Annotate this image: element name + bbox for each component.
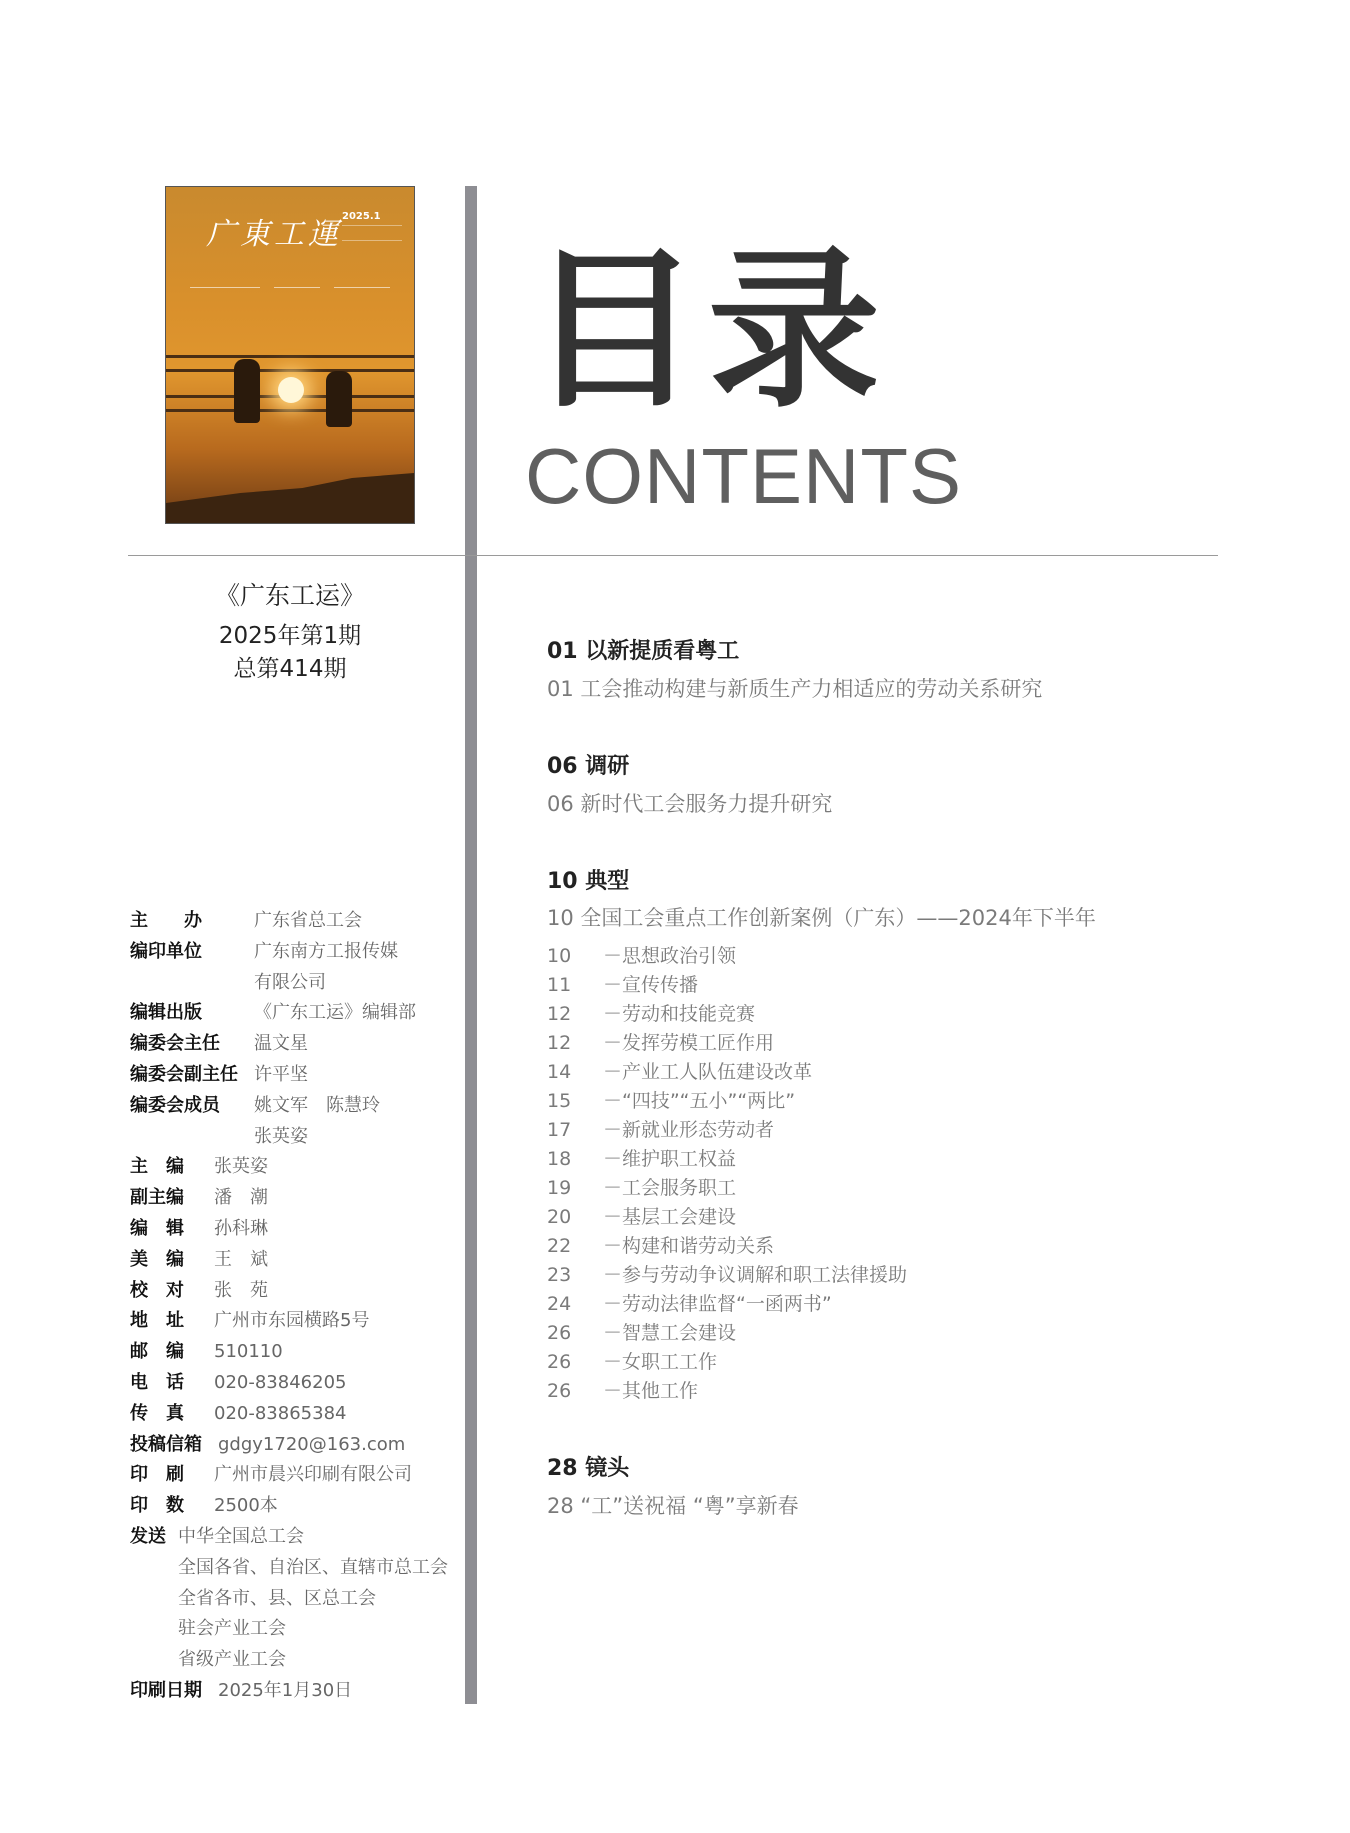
masthead-row: 投稿信箱 gdgy1720@163.com — [130, 1433, 406, 1455]
masthead-row: 主 办 广东省总工会 — [130, 910, 362, 931]
masthead-row: 张英姿 — [254, 1125, 308, 1147]
toc-sub-entry[interactable]: 26 －其他工作 — [547, 1380, 699, 1402]
magazine-name: 《广东工运》 — [214, 581, 365, 610]
toc-sub-entry[interactable]: 12 －劳动和技能竞赛 — [547, 1003, 756, 1025]
masthead-row: 编委会主任 温文星 — [130, 1033, 308, 1055]
masthead-row: 编辑出版 《广东工运》编辑部 — [130, 1002, 416, 1024]
toc-entry[interactable]: 06 新时代工会服务力提升研究 — [547, 792, 833, 816]
toc-section-heading[interactable]: 01 以新提质看粤工 — [547, 639, 740, 664]
toc-sub-entry[interactable]: 26 －女职工工作 — [547, 1351, 718, 1373]
toc-sub-entry[interactable]: 22 －构建和谐劳动关系 — [547, 1235, 775, 1257]
divider-horizontal — [128, 555, 1218, 556]
masthead-row: 电 话 020-83846205 — [130, 1371, 347, 1393]
masthead-row: 编委会成员 姚文军 陈慧玲 — [130, 1094, 380, 1116]
toc-sub-entry[interactable]: 19 －工会服务职工 — [547, 1177, 737, 1199]
divider-vertical — [465, 186, 477, 1704]
masthead-row: 印 数 2500本 — [130, 1495, 278, 1517]
masthead-row: 地 址 广州市东园横路5号 — [130, 1310, 370, 1332]
masthead-row: 邮 编 510110 — [130, 1341, 283, 1363]
toc-sub-entry[interactable]: 12 －发挥劳模工匠作用 — [547, 1032, 775, 1054]
toc-section-heading[interactable]: 06 调研 — [547, 754, 630, 779]
masthead-row: 校 对 张 苑 — [130, 1279, 268, 1301]
masthead-row: 编 辑 孙科琳 — [130, 1217, 268, 1239]
masthead-row: 印刷日期 2025年1月30日 — [130, 1679, 353, 1701]
magazine-cover — [165, 186, 415, 524]
masthead-row: 全省各市、县、区总工会 — [178, 1587, 376, 1609]
magazine-issue — [200, 620, 380, 686]
toc-section-heading[interactable]: 10 典型 — [547, 869, 630, 894]
toc-sub-entry[interactable]: 11 －宣传传播 — [547, 974, 699, 996]
toc-sub-entry[interactable]: 17 －新就业形态劳动者 — [547, 1119, 775, 1141]
toc-entry[interactable]: 10 全国工会重点工作创新案例（广东）——2024年下半年 — [547, 906, 1096, 930]
masthead-row: 发送 中华全国总工会 — [130, 1525, 304, 1547]
toc-sub-entry[interactable]: 26 －智慧工会建设 — [547, 1322, 737, 1344]
masthead-row: 美 编 王 斌 — [130, 1248, 268, 1270]
toc-sub-entry[interactable]: 23 －参与劳动争议调解和职工法律援助 — [547, 1264, 908, 1286]
page-title: 目录 — [528, 228, 888, 431]
toc-entry[interactable]: 01 工会推动构建与新质生产力相适应的劳动关系研究 — [547, 677, 1043, 701]
masthead-row: 编印单位 广东南方工报传媒 — [130, 940, 398, 962]
toc-sub-entry[interactable]: 15 －“四技”“五小”“两比” — [547, 1090, 796, 1112]
masthead — [130, 906, 448, 1707]
masthead-row: 编委会副主任 许平坚 — [130, 1063, 308, 1085]
masthead-row: 驻会产业工会 — [178, 1618, 286, 1640]
cover-worker-figure — [326, 371, 352, 427]
issue-total: 总第414期 — [233, 656, 347, 682]
page-title-en: CONTENTS — [525, 432, 962, 520]
cover-issue: 2025.1 — [342, 211, 381, 222]
masthead-row: 有限公司 — [254, 971, 326, 993]
toc-sub-entry[interactable]: 10 －思想政治引领 — [547, 945, 737, 967]
masthead-row: 传 真 020-83865384 — [130, 1402, 347, 1424]
toc-sub-entry[interactable]: 14 －产业工人队伍建设改革 — [547, 1061, 813, 1083]
toc-sub-entry[interactable]: 18 －维护职工权益 — [547, 1148, 737, 1170]
masthead-row: 省级产业工会 — [178, 1649, 286, 1671]
masthead-row: 全国各省、自治区、直辖市总工会 — [178, 1556, 448, 1578]
cover-logo: 广東工運 — [206, 217, 342, 252]
masthead-row: 印 刷 广州市晨兴印刷有限公司 — [130, 1464, 412, 1486]
issue-number: 2025年第1期 — [218, 623, 362, 649]
masthead-row: 主 编 张英姿 — [130, 1156, 268, 1178]
cover-sun — [278, 377, 304, 403]
toc-sub-entry[interactable]: 24 －劳动法律监督“一函两书” — [547, 1293, 832, 1315]
masthead-row: 副主编 潘 潮 — [130, 1187, 268, 1209]
cover-worker-figure — [234, 359, 260, 423]
toc-section-heading[interactable]: 28 镜头 — [547, 1456, 630, 1481]
toc-sub-entry[interactable]: 20 －基层工会建设 — [547, 1206, 737, 1228]
toc-entry[interactable]: 28 “工”送祝福 “粤”享新春 — [547, 1494, 799, 1518]
